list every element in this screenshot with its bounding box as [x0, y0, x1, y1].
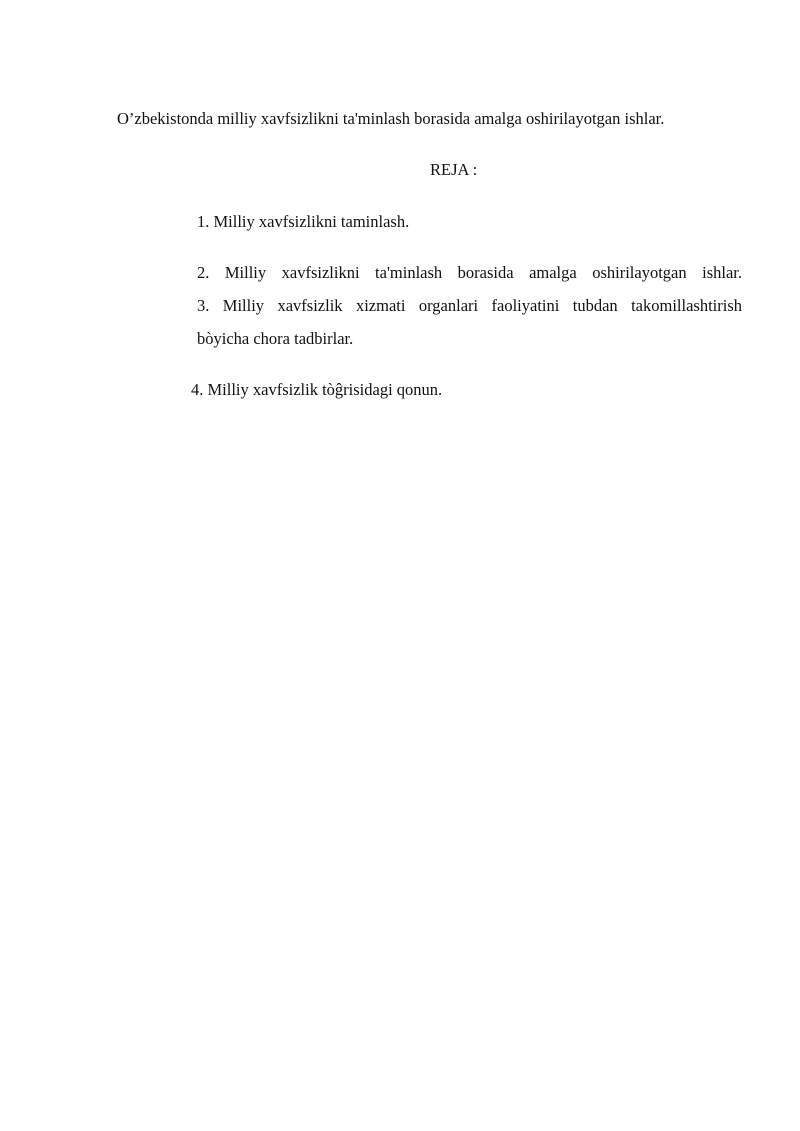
plan-item-3: 3. Milliy xavfsizlik xizmati organlari faoliyatini tubdan takomillashtirish: [197, 296, 742, 315]
plan-item-1: 1. Milliy xavfsizlikni taminlash.: [197, 212, 410, 231]
document-title: O’zbekistonda milliy xavfsizlikni ta'minlash borasida amalga oshirilayotgan ishlar.: [117, 109, 665, 128]
plan-heading: REJA :: [430, 160, 478, 179]
plan-item-3-continuation: bòyicha chora tadbirlar.: [197, 329, 354, 348]
plan-item-4: 4. Milliy xavfsizlik tòĝrisidagi qonun.: [191, 380, 443, 399]
plan-item-2: 2. Milliy xavfsizlikni ta'minlash borasida amalga oshirilayotgan ishlar.: [197, 263, 742, 282]
